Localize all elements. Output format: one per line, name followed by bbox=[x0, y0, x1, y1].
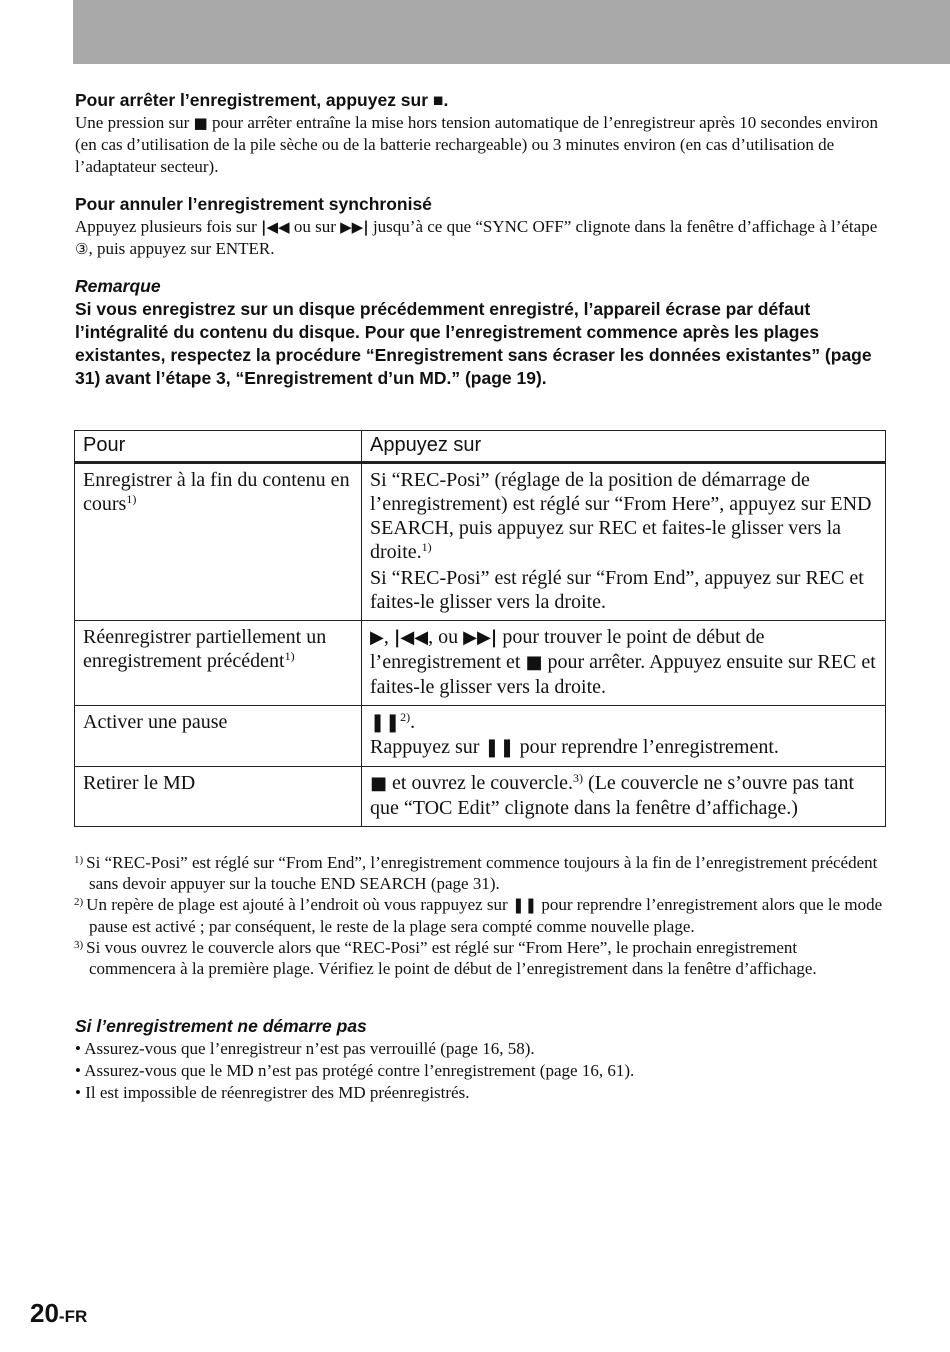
stop-text-a: Une pression sur bbox=[75, 113, 194, 132]
stop-paragraph bbox=[75, 112, 887, 178]
footnote-2 bbox=[74, 894, 888, 937]
row2-action: Réenregistrer partiellement un enregistrement précédent bbox=[83, 626, 327, 672]
footnote-3 bbox=[74, 937, 888, 979]
separator: , bbox=[383, 626, 394, 648]
table-cell bbox=[362, 463, 886, 621]
footnote-mark: 3) bbox=[74, 939, 84, 951]
table-cell bbox=[75, 621, 362, 706]
previous-track-icon: |◀◀ bbox=[393, 627, 429, 648]
table-header-pour: Pour bbox=[75, 431, 362, 463]
row1-action: Enregistrer à la fin du contenu en cours bbox=[83, 469, 350, 515]
stop-icon: ■ bbox=[193, 114, 208, 132]
footnote-ref: 1) bbox=[284, 649, 295, 663]
page-number bbox=[30, 1298, 87, 1329]
footnotes bbox=[74, 852, 888, 979]
footnote-text: Un repère de plage est ajouté à l’endroit où vous rappuyez sur bbox=[86, 895, 512, 914]
table-row bbox=[75, 621, 886, 706]
table-cell: Activer une pause bbox=[75, 706, 362, 767]
table-header-appuyez: Appuyez sur bbox=[362, 431, 886, 463]
remarque-heading: Remarque bbox=[75, 276, 161, 296]
sync-heading: Pour annuler l’enregistrement synchronisé bbox=[75, 194, 432, 214]
footnote-text: pour reprendre l’enregistrement alors que le mode pause est activé ; par conséquent, le reste de la plage sera compté comme nouvelle plage. bbox=[89, 895, 883, 936]
row1-instruction-1: Si “REC-Posi” (réglage de la position de démarrage de l’enregistrement) est réglé sur “From Here”, appuyez sur END SEARCH, puis appuyez sur REC et faites-le glisser vers la droite. bbox=[370, 469, 872, 563]
sync-text-c: jusqu’à ce que “SYNC OFF” clignote dans la fenêtre d’affichage à l’étape bbox=[368, 217, 878, 236]
list-item: • Assurez-vous que l’enregistreur n’est pas verrouillé (page 16, 58). bbox=[75, 1039, 535, 1058]
footnote-mark: 1) bbox=[74, 854, 84, 866]
row3-text-a: Rappuyez sur bbox=[370, 736, 485, 758]
table-cell bbox=[362, 706, 886, 767]
previous-track-icon: |◀◀ bbox=[261, 218, 290, 236]
row1-instruction-2: Si “REC-Posi” est réglé sur “From End”, appuyez sur REC et faites-le glisser vers la droite. bbox=[370, 567, 864, 613]
footnote-ref: 1) bbox=[126, 492, 137, 506]
footnote-ref: 2) bbox=[400, 710, 411, 724]
table-header-row bbox=[75, 431, 886, 463]
list-item: • Il est impossible de réenregistrer des MD préenregistrés. bbox=[75, 1083, 470, 1102]
sync-text-a: Appuyez plusieurs fois sur bbox=[75, 217, 262, 236]
actions-table bbox=[74, 430, 886, 827]
footnote-mark: 2) bbox=[74, 896, 84, 908]
remarque-text: Si vous enregistrez sur un disque précédemment enregistré, l’appareil écrase par défaut l’intégralité du contenu du disque. Pour que l’enregistrement commence après les plages existantes, respectez la procédure “Enregistrement sans écraser les données existantes” (page 31) avant l’étape 3, “Enregistrement d’un MD.” (page 19). bbox=[75, 299, 872, 388]
table-cell bbox=[362, 621, 886, 706]
row2-text-b: pour arrêter. Appuyez ensuite sur REC et faites-le glisser vers la droite. bbox=[370, 651, 876, 698]
next-track-icon: ▶▶| bbox=[463, 627, 498, 648]
next-track-icon: ▶▶| bbox=[340, 218, 369, 236]
row3-text-b: pour reprendre l’enregistrement. bbox=[514, 736, 779, 758]
sync-text-b: ou sur bbox=[289, 217, 341, 236]
sync-text-d: , puis appuyez sur ENTER. bbox=[88, 239, 275, 258]
table-row bbox=[75, 767, 886, 827]
page-number-suffix: -FR bbox=[58, 1307, 88, 1326]
footnote-ref: 3) bbox=[573, 771, 584, 785]
stop-text-b: pour arrêter entraîne la mise hors tension automatique de l’enregistreur après 10 secondes environ (en cas d’utilisation de la pile sèche ou de la batterie rechargeable) ou 3 minutes environ (en cas d’utilisation de l’adaptateur secteur). bbox=[75, 113, 879, 176]
step-3-icon: ③ bbox=[75, 240, 89, 258]
troubleshoot-heading: Si l’enregistrement ne démarre pas bbox=[75, 1016, 367, 1036]
separator: , ou bbox=[428, 626, 464, 648]
period: . bbox=[410, 711, 416, 733]
footnote-text: Si “REC-Posi” est réglé sur “From End”, l’enregistrement commence toujours à la fin de l’enregistrement précédent sans devoir appuyer sur la touche END SEARCH (page 31). bbox=[86, 853, 878, 893]
pause-icon: ❚❚ bbox=[370, 712, 401, 733]
stop-heading: Pour arrêter l’enregistrement, appuyez sur ■. bbox=[75, 90, 449, 110]
list-item: • Assurez-vous que le MD n’est pas protégé contre l’enregistrement (page 16, 61). bbox=[75, 1061, 635, 1080]
sync-paragraph bbox=[75, 216, 887, 260]
footnote-1 bbox=[74, 852, 888, 894]
table-cell bbox=[362, 767, 886, 827]
header-bar bbox=[73, 0, 950, 64]
footnote-text: Si vous ouvrez le couvercle alors que “REC-Posi” est réglé sur “From Here”, le prochain enregistrement commencera à la première plage. Vérifiez le point de début de l’enregistrement dans la fenêtre d’affichage. bbox=[86, 938, 817, 978]
page-number-value: 20 bbox=[30, 1298, 59, 1328]
stop-icon: ■ bbox=[370, 773, 388, 794]
row4-text-b: (Le couvercle ne s’ouvre pas tant que “TOC Edit” clignote dans la fenêtre d’affichage.) bbox=[370, 772, 855, 819]
footnote-ref: 1) bbox=[421, 540, 432, 554]
table-cell: Retirer le MD bbox=[75, 767, 362, 827]
play-icon: ▶ bbox=[370, 627, 384, 648]
main-content bbox=[75, 88, 887, 390]
table-cell bbox=[75, 463, 362, 621]
stop-icon: ■ bbox=[525, 652, 543, 673]
pause-icon: ❚❚ bbox=[484, 737, 515, 758]
row2-text-a: pour trouver le point de début de l’enregistrement et bbox=[370, 626, 765, 673]
table-row bbox=[75, 706, 886, 767]
row4-text-a: et ouvrez le couvercle. bbox=[387, 772, 574, 794]
pause-icon: ❚❚ bbox=[511, 896, 538, 914]
table-row bbox=[75, 463, 886, 621]
troubleshoot-section bbox=[75, 1014, 887, 1104]
